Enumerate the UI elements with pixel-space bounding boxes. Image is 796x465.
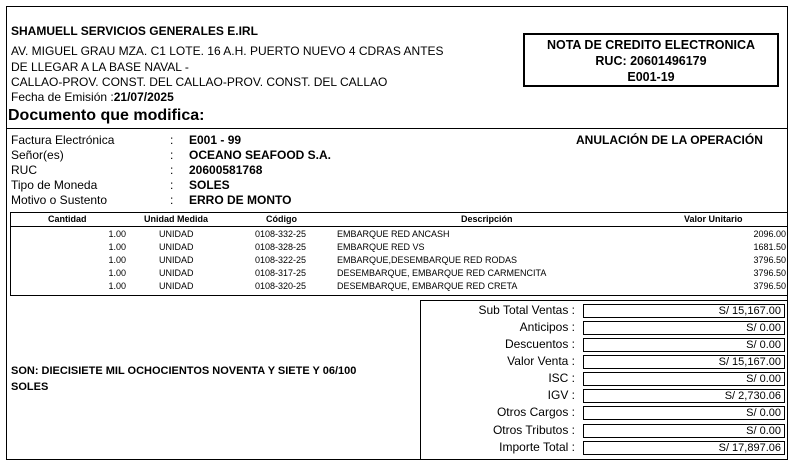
- total-label-importe-total: Importe Total :: [499, 440, 575, 454]
- field-label-moneda: Tipo de Moneda: [11, 178, 98, 192]
- field-value-factura: E001 - 99: [189, 133, 242, 147]
- field-colon: :: [170, 178, 174, 192]
- col-header-cantidad: Cantidad: [48, 214, 87, 224]
- table-cell-codigo: 0108-320-25: [255, 281, 307, 291]
- emission-date-value: 21/07/2025: [113, 90, 174, 104]
- total-label-otros-tributos: Otros Tributos :: [492, 423, 575, 437]
- total-label-valor-venta: Valor Venta :: [507, 354, 575, 368]
- emission-date: [11, 90, 174, 104]
- total-value-otros-cargos: S/ 0.00: [583, 406, 785, 420]
- table-cell-codigo: 0108-317-25: [255, 268, 307, 278]
- field-label-ruc: RUC: [11, 163, 37, 177]
- total-label-igv: IGV :: [547, 388, 575, 402]
- table-cell-cantidad: 1.00: [108, 255, 126, 265]
- total-value-igv: S/ 2,730.06: [583, 389, 785, 403]
- table-cell-valor: 2096.00: [753, 229, 786, 239]
- total-label-subtotal: Sub Total Ventas :: [478, 303, 575, 317]
- company-name: SHAMUELL SERVICIOS GENERALES E.IRL: [11, 24, 258, 38]
- table-cell-cantidad: 1.00: [108, 268, 126, 278]
- total-label-descuentos: Descuentos :: [504, 337, 575, 351]
- section-title-modifica: Documento que modifica:: [8, 107, 205, 124]
- table-cell-valor: 3796.50: [753, 281, 786, 291]
- field-colon: :: [170, 163, 174, 177]
- table-cell-valor: 3796.50: [753, 268, 786, 278]
- total-value-subtotal: S/ 15,167.00: [583, 304, 785, 318]
- table-cell-cantidad: 1.00: [108, 281, 126, 291]
- field-label-senor: Señor(es): [11, 148, 64, 162]
- table-header-divider: [10, 226, 788, 227]
- table-cell-descripcion: EMBARQUE RED VS: [337, 242, 425, 252]
- total-value-descuentos: S/ 0.00: [583, 338, 785, 352]
- emission-date-label: Fecha de Emisión :: [11, 90, 114, 104]
- field-label-motivo: Motivo o Sustento: [11, 193, 108, 207]
- field-value-senor: OCEANO SEAFOOD S.A.: [189, 148, 332, 162]
- table-cell-unidad: UNIDAD: [159, 255, 194, 265]
- credit-note-title: NOTA DE CREDITO ELECTRONICA: [546, 38, 756, 52]
- total-value-valor-venta: S/ 15,167.00: [583, 355, 785, 369]
- credit-note-number: E001-19: [627, 70, 675, 84]
- total-value-anticipos: S/ 0.00: [583, 321, 785, 335]
- field-value-motivo: ERRO DE MONTO: [189, 193, 292, 207]
- col-header-codigo: Código: [266, 214, 297, 224]
- table-cell-unidad: UNIDAD: [159, 242, 194, 252]
- total-label-anticipos: Anticipos :: [519, 320, 575, 334]
- table-cell-codigo: 0108-332-25: [255, 229, 307, 239]
- field-value-ruc: 20600581768: [189, 163, 263, 177]
- col-header-unidad: Unidad Medida: [144, 214, 209, 224]
- table-cell-descripcion: EMBARQUE RED ANCASH: [337, 229, 450, 239]
- anulacion-label: ANULACIÓN DE LA OPERACIÓN: [576, 133, 763, 147]
- field-label-factura: Factura Electrónica: [11, 133, 115, 147]
- credit-note-ruc: RUC: 20601496179: [595, 54, 707, 68]
- table-cell-descripcion: EMBARQUE,DESEMBARQUE RED RODAS: [337, 255, 518, 265]
- total-label-isc: ISC :: [548, 371, 575, 385]
- company-address-line3: CALLAO-PROV. CONST. DEL CALLAO-PROV. CONST. DEL CALLAO: [11, 75, 388, 89]
- amount-in-words: SON: DIECISIETE MIL OCHOCIENTOS NOVENTA Y SIETE Y 06/100 SOLES: [11, 365, 357, 393]
- total-value-isc: S/ 0.00: [583, 372, 785, 386]
- table-cell-unidad: UNIDAD: [159, 229, 194, 239]
- table-cell-cantidad: 1.00: [108, 242, 126, 252]
- company-address-line1: AV. MIGUEL GRAU MZA. C1 LOTE. 16 A.H. PUERTO NUEVO 4 CDRAS ANTES: [11, 44, 444, 58]
- col-header-valor: Valor Unitario: [684, 214, 743, 224]
- table-cell-unidad: UNIDAD: [159, 281, 194, 291]
- table-cell-codigo: 0108-322-25: [255, 255, 307, 265]
- total-value-otros-tributos: S/ 0.00: [583, 424, 785, 438]
- field-colon: :: [170, 193, 174, 207]
- field-colon: :: [170, 133, 174, 147]
- divider: [6, 128, 788, 129]
- table-cell-codigo: 0108-328-25: [255, 242, 307, 252]
- table-cell-valor: 3796.50: [753, 255, 786, 265]
- field-colon: :: [170, 148, 174, 162]
- table-cell-cantidad: 1.00: [108, 229, 126, 239]
- table-cell-descripcion: DESEMBARQUE, EMBARQUE RED CARMENCITA: [337, 268, 547, 278]
- total-value-importe-total: S/ 17,897.06: [583, 441, 785, 455]
- credit-note-box: [523, 33, 779, 87]
- field-value-moneda: SOLES: [189, 178, 230, 192]
- col-header-descripcion: Descripción: [461, 214, 513, 224]
- table-cell-descripcion: DESEMBARQUE, EMBARQUE RED CRETA: [337, 281, 518, 291]
- total-label-otros-cargos: Otros Cargos :: [496, 405, 575, 419]
- table-cell-unidad: UNIDAD: [159, 268, 194, 278]
- table-cell-valor: 1681.50: [753, 242, 786, 252]
- company-address-line2: DE LLEGAR A LA BASE NAVAL -: [11, 60, 189, 74]
